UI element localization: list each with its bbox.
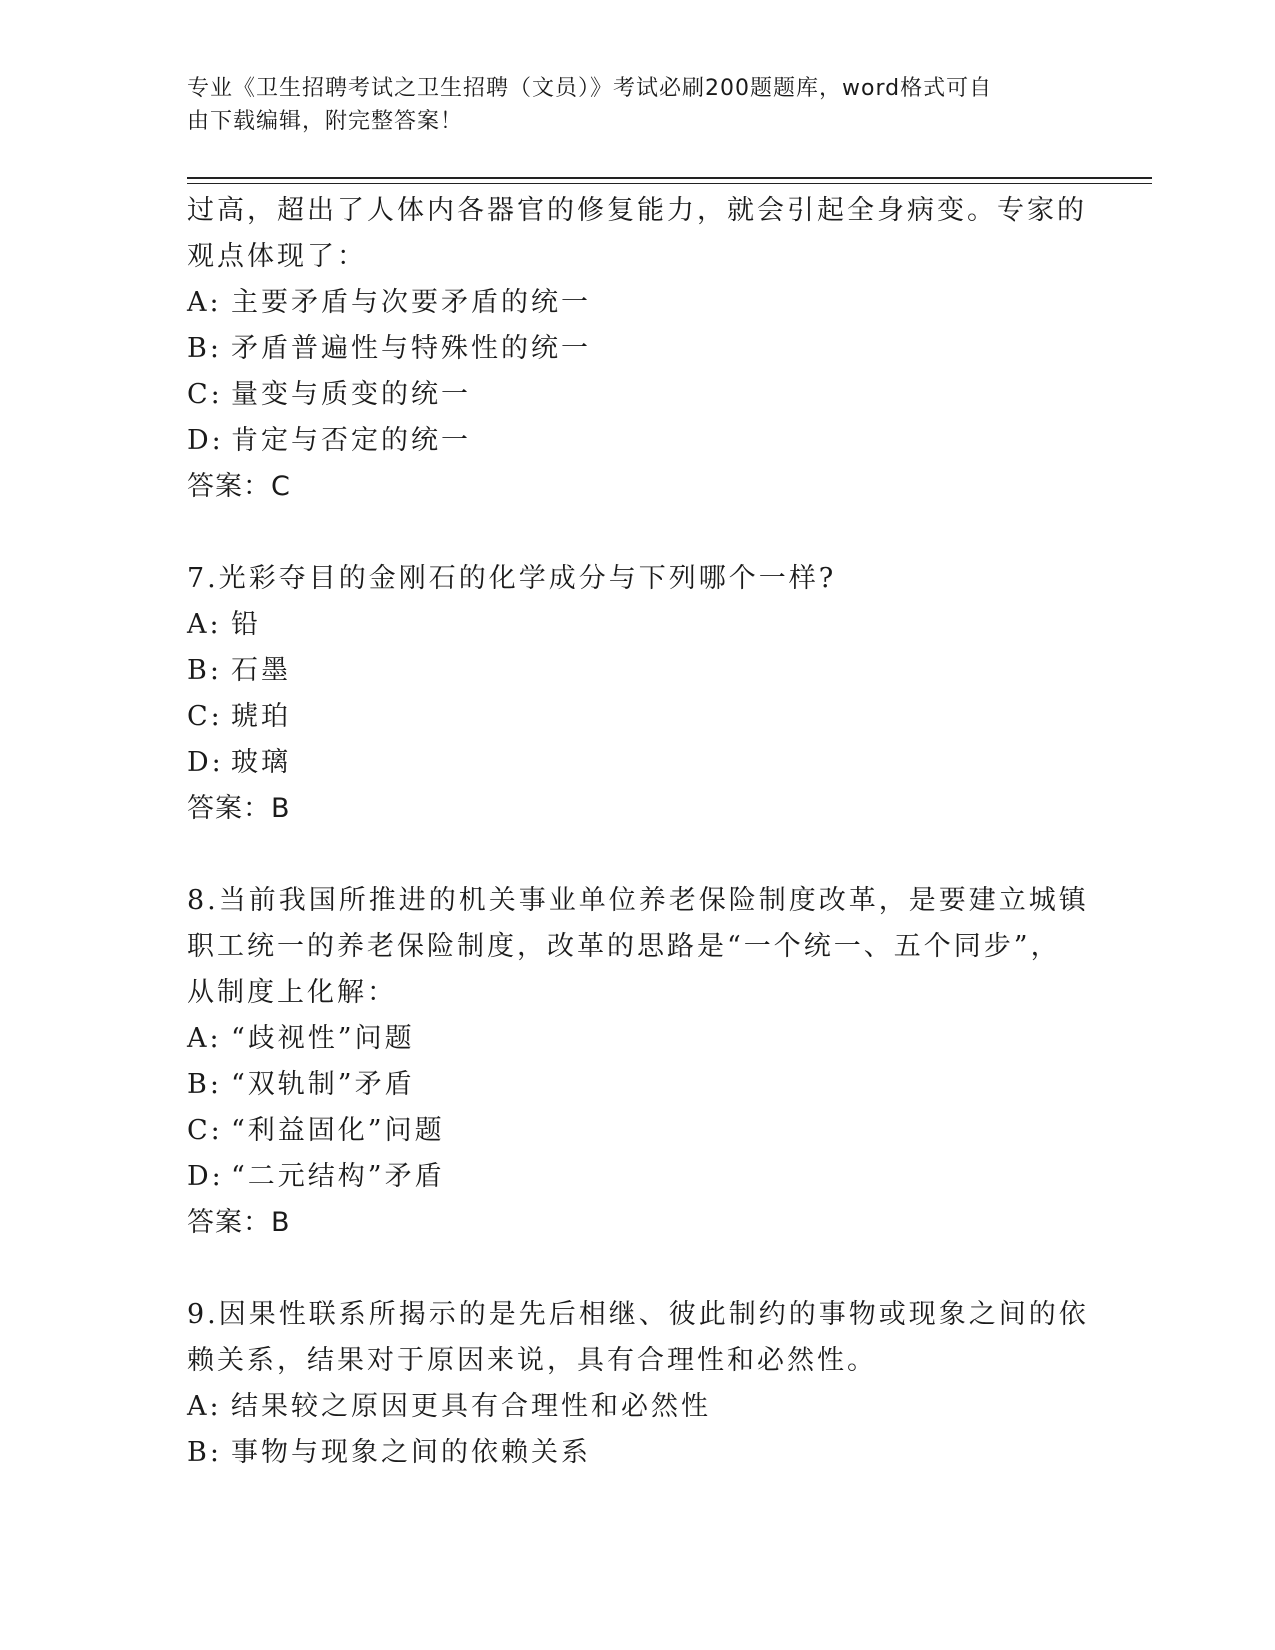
option-letter: A: bbox=[187, 1391, 222, 1422]
option-text: 主要矛盾与次要矛盾的统一 bbox=[231, 287, 591, 318]
option-text: 铅 bbox=[231, 609, 261, 640]
option-letter: A: bbox=[187, 1023, 222, 1054]
spacer bbox=[187, 510, 1087, 556]
option-b bbox=[187, 648, 1087, 694]
question-6 bbox=[187, 188, 1087, 510]
question-stem-line: 职工统一的养老保险制度，改革的思路是“一个统一、五个同步”， bbox=[187, 931, 1061, 962]
question-stem-line: 8.当前我国所推进的机关事业单位养老保险制度改革，是要建立城镇 bbox=[187, 885, 1089, 916]
option-text: 量变与质变的统一 bbox=[231, 379, 471, 410]
option-text: 事物与现象之间的依赖关系 bbox=[231, 1437, 591, 1468]
option-letter: B: bbox=[187, 1437, 222, 1468]
question-stem-line: 观点体现了： bbox=[187, 241, 367, 272]
option-a bbox=[187, 602, 1087, 648]
question-list bbox=[187, 188, 1087, 1476]
question-stem-line: 赖关系，结果对于原因来说，具有合理性和必然性。 bbox=[187, 1345, 877, 1376]
question-9 bbox=[187, 1292, 1087, 1476]
header-line-1: 专业《卫生招聘考试之卫生招聘（文员）》考试必刷200题题库，word格式可自 bbox=[187, 76, 993, 101]
option-text: 结果较之原因更具有合理性和必然性 bbox=[231, 1391, 711, 1422]
question-stem-line: 从制度上化解： bbox=[187, 977, 397, 1008]
option-a bbox=[187, 1384, 1087, 1430]
option-letter: C: bbox=[187, 379, 223, 410]
option-text: 琥珀 bbox=[231, 701, 291, 732]
option-b bbox=[187, 1062, 1087, 1108]
question-stem-line: 9.因果性联系所揭示的是先后相继、彼此制约的事物或现象之间的依 bbox=[187, 1299, 1089, 1330]
option-letter: A: bbox=[187, 287, 222, 318]
option-b bbox=[187, 326, 1087, 372]
option-letter: B: bbox=[187, 333, 222, 364]
option-letter: B: bbox=[187, 655, 222, 686]
spacer bbox=[187, 832, 1087, 878]
option-d bbox=[187, 1154, 1087, 1200]
question-stem-line: 7.光彩夺目的金刚石的化学成分与下列哪个一样? bbox=[187, 563, 837, 594]
option-b bbox=[187, 1430, 1087, 1476]
option-text: 石墨 bbox=[231, 655, 291, 686]
option-letter: A: bbox=[187, 609, 222, 640]
spacer bbox=[187, 1246, 1087, 1292]
question-stem-line: 过高，超出了人体内各器官的修复能力，就会引起全身病变。专家的 bbox=[187, 195, 1087, 226]
answer-line: 答案：B bbox=[187, 1207, 291, 1238]
option-letter: B: bbox=[187, 1069, 222, 1100]
option-letter: D: bbox=[187, 1161, 224, 1192]
option-letter: D: bbox=[187, 747, 224, 778]
option-c bbox=[187, 372, 1087, 418]
option-letter: C: bbox=[187, 701, 223, 732]
option-c bbox=[187, 694, 1087, 740]
question-7 bbox=[187, 556, 1087, 832]
option-d bbox=[187, 418, 1087, 464]
header-divider-thick bbox=[187, 177, 1152, 179]
option-text: “利益固化”问题 bbox=[231, 1115, 445, 1146]
question-8 bbox=[187, 878, 1087, 1246]
answer-line: 答案：B bbox=[187, 793, 291, 824]
option-letter: D: bbox=[187, 425, 224, 456]
option-c bbox=[187, 1108, 1087, 1154]
option-a bbox=[187, 280, 1087, 326]
option-d bbox=[187, 740, 1087, 786]
option-letter: C: bbox=[187, 1115, 223, 1146]
option-text: “二元结构”矛盾 bbox=[231, 1161, 445, 1192]
option-text: “双轨制”矛盾 bbox=[231, 1069, 415, 1100]
answer-line: 答案：C bbox=[187, 471, 291, 502]
option-text: 玻璃 bbox=[231, 747, 291, 778]
option-text: 矛盾普遍性与特殊性的统一 bbox=[231, 333, 591, 364]
header-line-2: 由下载编辑，附完整答案！ bbox=[187, 109, 464, 134]
option-a bbox=[187, 1016, 1087, 1062]
document-header bbox=[187, 72, 1067, 138]
option-text: 肯定与否定的统一 bbox=[231, 425, 471, 456]
option-text: “歧视性”问题 bbox=[231, 1023, 415, 1054]
header-divider-thin bbox=[187, 183, 1152, 184]
